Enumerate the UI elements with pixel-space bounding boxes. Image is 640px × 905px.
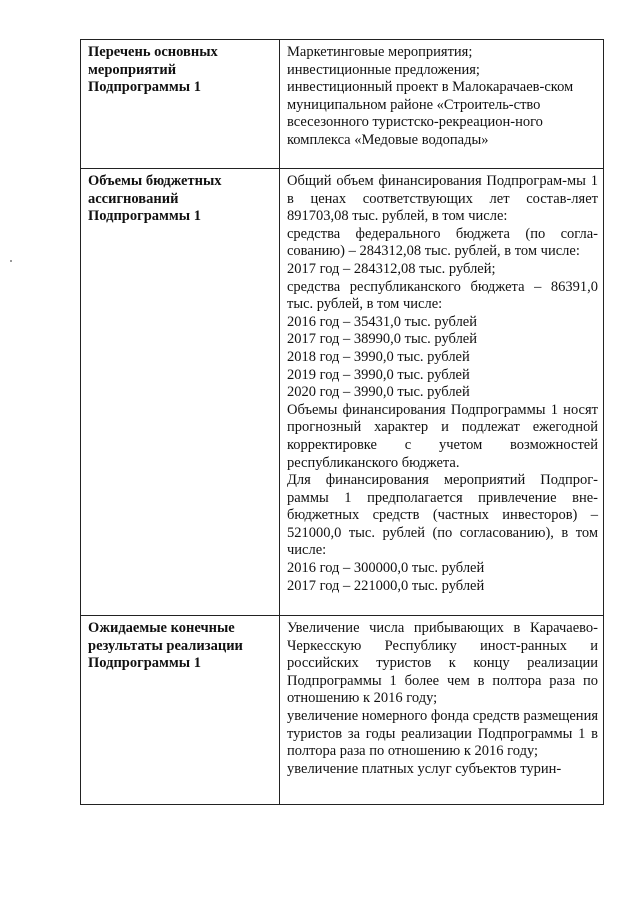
- row-label: Перечень основных мероприятий Подпрограммы 1: [81, 40, 280, 169]
- row-content: [280, 616, 604, 805]
- content-line: 2016 год – 35431,0 тыс. рублей: [287, 313, 478, 330]
- content-line: инвестиционные предложения;: [287, 61, 480, 78]
- content-line: 2017 год – 284312,08 тыс. рублей;: [287, 260, 496, 277]
- table-row: [81, 40, 604, 169]
- content-line: 2019 год – 3990,0 тыс. рублей: [287, 366, 470, 383]
- table-row: [81, 169, 604, 616]
- content-line: средства республиканского бюджета – 86391,0 тыс. рублей, в том числе:: [287, 278, 598, 313]
- content-line: средства федерального бюджета (по согла-сованию) – 284312,08 тыс. рублей, в том числе:: [287, 225, 598, 260]
- content-line: Объемы финансирования Подпрограммы 1 носят прогнозный характер и подлежат ежегодной корректировке с учетом возможностей республиканского бюджета.: [287, 401, 598, 471]
- content-line: Для финансирования мероприятий Подпрог-раммы 1 предполагается привлечение вне-бюджетных средств (частных инвесторов) – 521000,0 тыс. рублей (по согласованию), в том числе:: [287, 472, 598, 559]
- content-line: Увеличение числа прибывающих в Карачаево-Черкесскую Республику иност-ранных и российских туристов к концу реализации Подпрограммы 1 более чем в полтора раза по отношению к 2016 году;: [287, 620, 598, 707]
- content-line: увеличение платных услуг субъектов турин-: [287, 760, 562, 777]
- content-line: 2016 год – 300000,0 тыс. рублей: [287, 560, 485, 577]
- content-line: инвестиционный проект в Малокарачаев-ском муниципальном районе «Строитель-ство всесезонного туристско-рекреацион-ного комплекса «Медовые водопады»: [287, 79, 574, 148]
- content-line: 2018 год – 3990,0 тыс. рублей: [287, 348, 470, 365]
- scan-speck: [10, 260, 12, 262]
- content-line: 2017 год – 221000,0 тыс. рублей: [287, 577, 485, 594]
- content-line: Общий объем финансирования Подпрограм-мы 1 в ценах соответствующих лет состав-ляет 891703,08 тыс. рублей, в том числе:: [287, 173, 598, 225]
- content-line: 2020 год – 3990,0 тыс. рублей: [287, 384, 470, 401]
- content-line: увеличение номерного фонда средств размещения туристов за годы реализации Подпрограммы 1 в полтора раза по отношению к 2016 году;: [287, 707, 598, 760]
- row-content: [280, 40, 604, 169]
- row-label: Ожидаемые конечные результаты реализации Подпрограммы 1: [81, 616, 280, 805]
- row-label: Объемы бюджетных ассигнований Подпрограммы 1: [81, 169, 280, 616]
- row-content: [280, 169, 604, 616]
- program-passport-table: [80, 39, 604, 805]
- table-row: [81, 616, 604, 805]
- content-line: 2017 год – 38990,0 тыс. рублей: [287, 331, 478, 348]
- content-line: Маркетинговые мероприятия;: [287, 44, 473, 60]
